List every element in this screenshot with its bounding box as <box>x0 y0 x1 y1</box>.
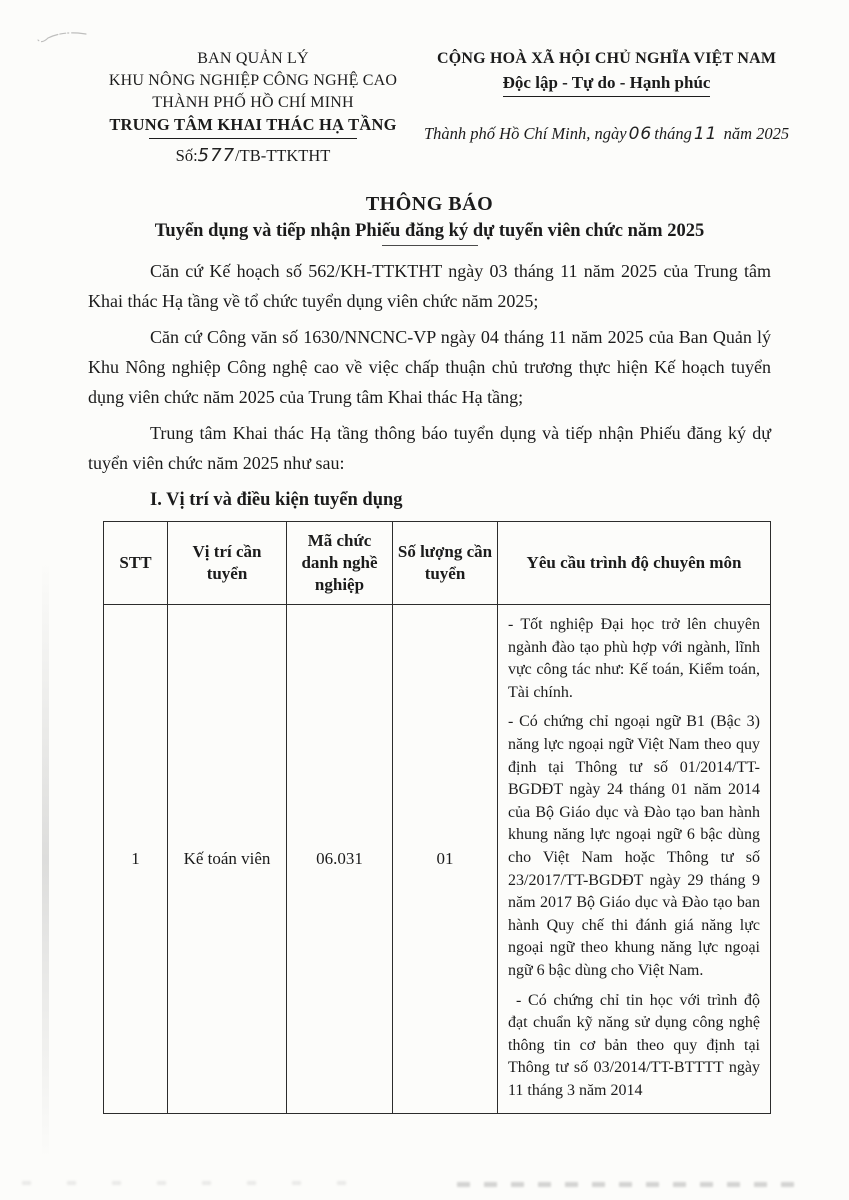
motto-line <box>424 73 789 97</box>
pen-mark-artifact <box>34 24 94 48</box>
document-body <box>88 256 771 511</box>
document-header <box>88 48 790 166</box>
body-paragraph: Căn cứ Công văn số 1630/NNCNC-VP ngày 04 tháng 11 năm 2025 của Ban Quản lý Khu Nông nghiệp Công nghệ cao về việc chấp thuận chủ trương thực hiện Kế hoạch tuyển dụng viên chức năm 2025 của Trung tâm Khai thác Hạ tầng; <box>88 327 771 407</box>
date-month-handwritten: 11 <box>693 124 718 144</box>
date-year: năm 2025 <box>723 124 790 143</box>
col-header-code: Mã chức danh nghề nghiệp <box>287 522 393 605</box>
requirement-item: - Tốt nghiệp Đại học trở lên chuyên ngành đào tạo phù hợp với ngành, lĩnh vực công tác như: Kế toán, Kiểm toán, Tài chính. <box>508 616 760 701</box>
doc-no-handwritten: 577 <box>197 145 236 166</box>
org-parent-line: BAN QUẢN LÝ <box>197 50 309 67</box>
cell-quantity: 01 <box>393 605 498 1114</box>
cell-stt: 1 <box>104 605 168 1114</box>
doc-no-suffix: /TB-TTKTHT <box>235 146 331 165</box>
table-header-row <box>104 522 771 605</box>
col-header-quantity: Số lượng cần tuyển <box>393 522 498 605</box>
scan-residue-artifact <box>457 1182 797 1187</box>
org-parent-line: KHU NÔNG NGHIỆP CÔNG NGHỆ CAO <box>108 72 398 89</box>
national-header-block <box>418 48 789 144</box>
requirement-item: - Có chứng chỉ ngoại ngữ B1 (Bậc 3) năng lực ngoại ngữ Việt Nam theo quy định tại Thông tư số 01/2014/TT-BGDĐT ngày 24 tháng 01 năm 2014 của Bộ Giáo dục và Đào tạo ban hành khung năng lực ngoại ngữ 6 bậc dùng cho Việt Nam hoặc Thông tư số 23/2017/TT-BGDĐT ngày 29 tháng 9 năm 2017 Bộ Giáo dục và Đào tạo ban hành Quy chế thi đánh giá năng lực ngoại ngữ theo khung năng lực ngoại ngữ 6 bậc dùng cho Việt Nam. <box>508 713 760 979</box>
country-line: CỘNG HOÀ XÃ HỘI CHỦ NGHĨA VIỆT NAM <box>437 50 777 67</box>
col-header-position: Vị trí cần tuyển <box>168 522 287 605</box>
document-title: THÔNG BÁO <box>365 193 494 215</box>
cell-code: 06.031 <box>287 605 393 1114</box>
place-date-prefix: Thành phố Hồ Chí Minh, ngày <box>424 124 627 143</box>
org-parent-line: THÀNH PHỐ HỒ CHÍ MINH <box>152 94 354 111</box>
col-header-requirements: Yêu cầu trình độ chuyên môn <box>498 522 771 605</box>
doc-no-prefix: Số: <box>175 146 198 165</box>
document-number <box>88 145 418 166</box>
table-row <box>104 605 771 1114</box>
section-heading: I. Vị trí và điều kiện tuyển dụng <box>150 490 403 510</box>
org-name: TRUNG TÂM KHAI THÁC HẠ TẦNG <box>109 115 397 134</box>
date-day-handwritten: 06 <box>628 124 653 144</box>
issuing-org-block <box>88 48 418 166</box>
org-name-underline <box>149 138 357 139</box>
col-header-stt: STT <box>104 522 168 605</box>
scan-smudge-artifact <box>42 560 49 1160</box>
title-underline <box>382 245 478 246</box>
document-title-block <box>88 192 771 246</box>
document-subtitle: Tuyển dụng và tiếp nhận Phiếu đăng ký dự tuyển viên chức năm 2025 <box>154 221 705 241</box>
place-and-date-line <box>424 124 789 144</box>
cell-requirements <box>498 605 771 1114</box>
body-paragraph: Trung tâm Khai thác Hạ tầng thông báo tuyển dụng và tiếp nhận Phiếu đăng ký dự tuyển viên chức năm 2025 như sau: <box>88 423 771 473</box>
motto-text: Độc lập - Tự do - Hạnh phúc <box>503 73 711 97</box>
requirement-item: - Có chứng chỉ tin học với trình độ đạt chuẩn kỹ năng sử dụng công nghệ thông tin cơ bản theo quy định tại Thông tư số 03/2014/TT-BTTTT ngày 11 tháng 3 năm 2014 <box>508 991 760 1099</box>
body-paragraph: Căn cứ Kế hoạch số 562/KH-TTKTHT ngày 03 tháng 11 năm 2025 của Trung tâm Khai thác Hạ tầng về tổ chức tuyển dụng viên chức năm 2025; <box>88 261 771 311</box>
scan-residue-artifact <box>22 1181 382 1185</box>
cell-position: Kế toán viên <box>168 605 287 1114</box>
recruitment-positions-table <box>103 521 771 1114</box>
date-thang: tháng <box>654 124 692 143</box>
